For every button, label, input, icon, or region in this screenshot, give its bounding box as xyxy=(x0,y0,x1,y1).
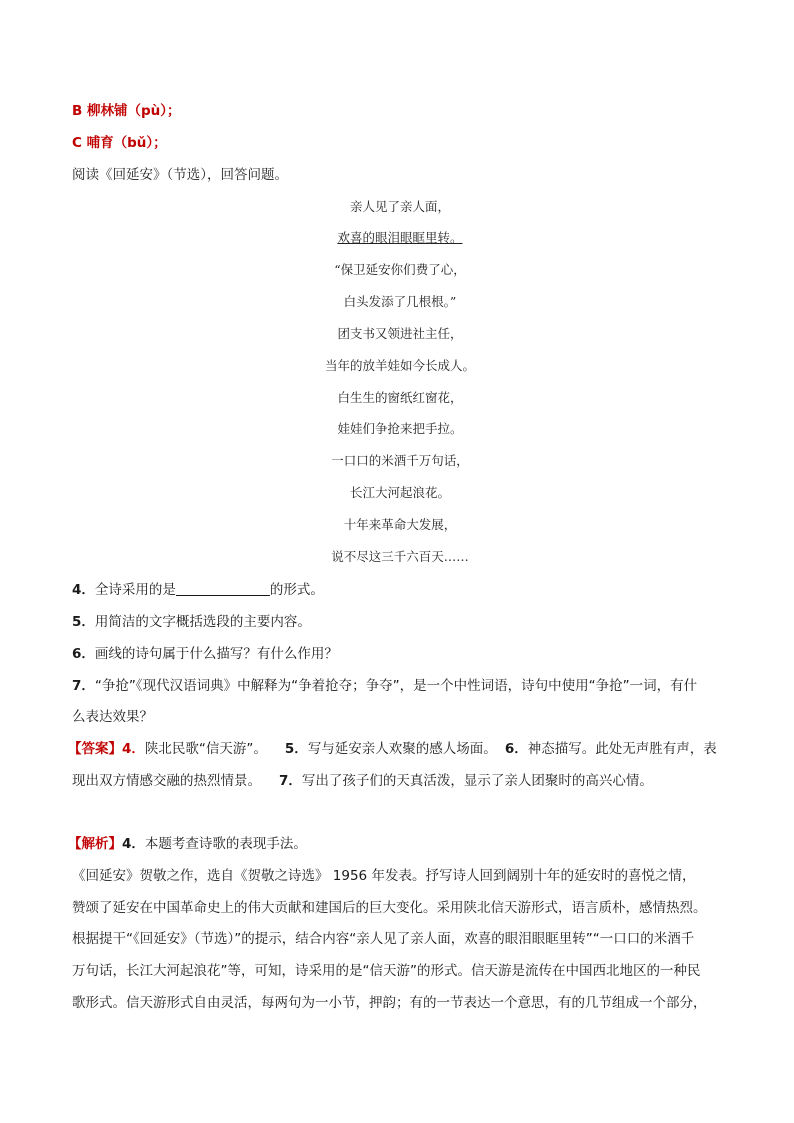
answer-number: 5． xyxy=(284,741,308,757)
question-number: 4． xyxy=(72,582,95,598)
poem-line: 白生生的窗纸红窗花， xyxy=(337,390,463,405)
question-number: 5． xyxy=(72,614,95,630)
answer-text: 写与延安亲人欢聚的感人场面。 xyxy=(307,741,497,757)
question-text: 的形式。 xyxy=(269,582,324,598)
answer-blank xyxy=(176,581,270,596)
poem-line: 白头发添了几根根。” xyxy=(343,294,457,309)
answer-text: 神态描写。此处无声胜有声，表 xyxy=(527,741,717,757)
poem-line: 亲人见了亲人面， xyxy=(349,199,450,214)
question-text: 用简洁的文字概括选段的主要内容。 xyxy=(94,614,311,630)
analysis-text: 本题考查诗歌的表现手法。 xyxy=(144,836,307,852)
analysis-label: 【解析】 xyxy=(68,836,122,852)
analysis-number: 4． xyxy=(122,836,145,852)
poem-line: 一口口的米酒千万句话， xyxy=(331,453,469,468)
answer-text: 写出了孩子们的天真活泼，显示了亲人团聚时的高兴心情。 xyxy=(301,773,653,789)
option-b: B 柳林铺（pù）； xyxy=(72,103,181,119)
question-number: 7． xyxy=(72,678,95,694)
question-6 xyxy=(72,644,338,664)
answer-block xyxy=(68,739,717,759)
answer-number: 4． xyxy=(122,741,145,757)
poem-line: 当年的放羊娃如今长成人。 xyxy=(324,358,475,373)
question-7 xyxy=(72,676,697,696)
answer-label: 【答案】 xyxy=(68,741,122,757)
question-text: “争抢”《现代汉语词典》中解释为“争着抢夺；争夺”，是一个中性词语，诗句中使用“争抢”一词，有什 xyxy=(94,678,698,694)
question-7-cont: 么表达效果？ xyxy=(72,709,153,725)
question-text: 全诗采用的是 xyxy=(94,582,176,598)
question-number: 6． xyxy=(72,646,95,662)
answer-text: 现出双方情感交融的热烈情景。 xyxy=(72,773,261,789)
poem-line: 长江大河起浪花。 xyxy=(349,485,450,500)
poem-line-underlined: 欢喜的眼泪眼眶里转。 xyxy=(337,230,463,245)
analysis-line: 赞颂了延安在中国革命史上的伟大贡献和建国后的巨大变化。采用陕北信天游形式，语言质朴，感情热烈。 xyxy=(72,900,707,916)
reading-prompt: 阅读《回延安》（节选），回答问题。 xyxy=(72,167,288,183)
option-c: C 哺育（bǔ）； xyxy=(72,135,167,151)
poem-line: 说不尽这三千六百天…… xyxy=(331,549,469,564)
poem-line: 十年来革命大发展， xyxy=(343,517,457,532)
analysis-line: 万句话，长江大河起浪花”等，可知，诗采用的是“信天游”的形式。信天游是流传在中国西北地区的一种民 xyxy=(72,963,701,979)
analysis-line: 歌形式。信天游形式自由灵活，每两句为一小节，押韵；有的一节表达一个意思，有的几节组成一个部分， xyxy=(72,995,707,1011)
analysis-header xyxy=(68,834,307,854)
poem-line: 娃娃们争抢来把手拉。 xyxy=(337,421,463,436)
answer-text: 陕北民歌“信天游”。 xyxy=(144,741,267,757)
poem-line-underlined-wrap xyxy=(300,229,500,247)
question-4 xyxy=(72,580,324,600)
answer-number: 6． xyxy=(504,741,528,757)
analysis-line: 《回延安》贺敬之作，选自《贺敬之诗选》 1956 年发表。抒写诗人回到阔别十年的延安时的喜悦之情， xyxy=(72,868,696,884)
answer-number: 7． xyxy=(279,773,302,789)
analysis-line: 根据提干“《回延安》（节选）”的提示，结合内容“亲人见了亲人面，欢喜的眼泪眼眶里转”“一口口的米酒千 xyxy=(72,931,695,947)
poem-line: 团支书又领进社主任， xyxy=(337,326,463,341)
question-5 xyxy=(72,612,311,632)
answer-block-cont xyxy=(72,771,653,791)
poem-line: “保卫延安你们费了心， xyxy=(334,262,466,277)
question-text: 画线的诗句属于什么描写？有什么作用？ xyxy=(94,646,338,662)
